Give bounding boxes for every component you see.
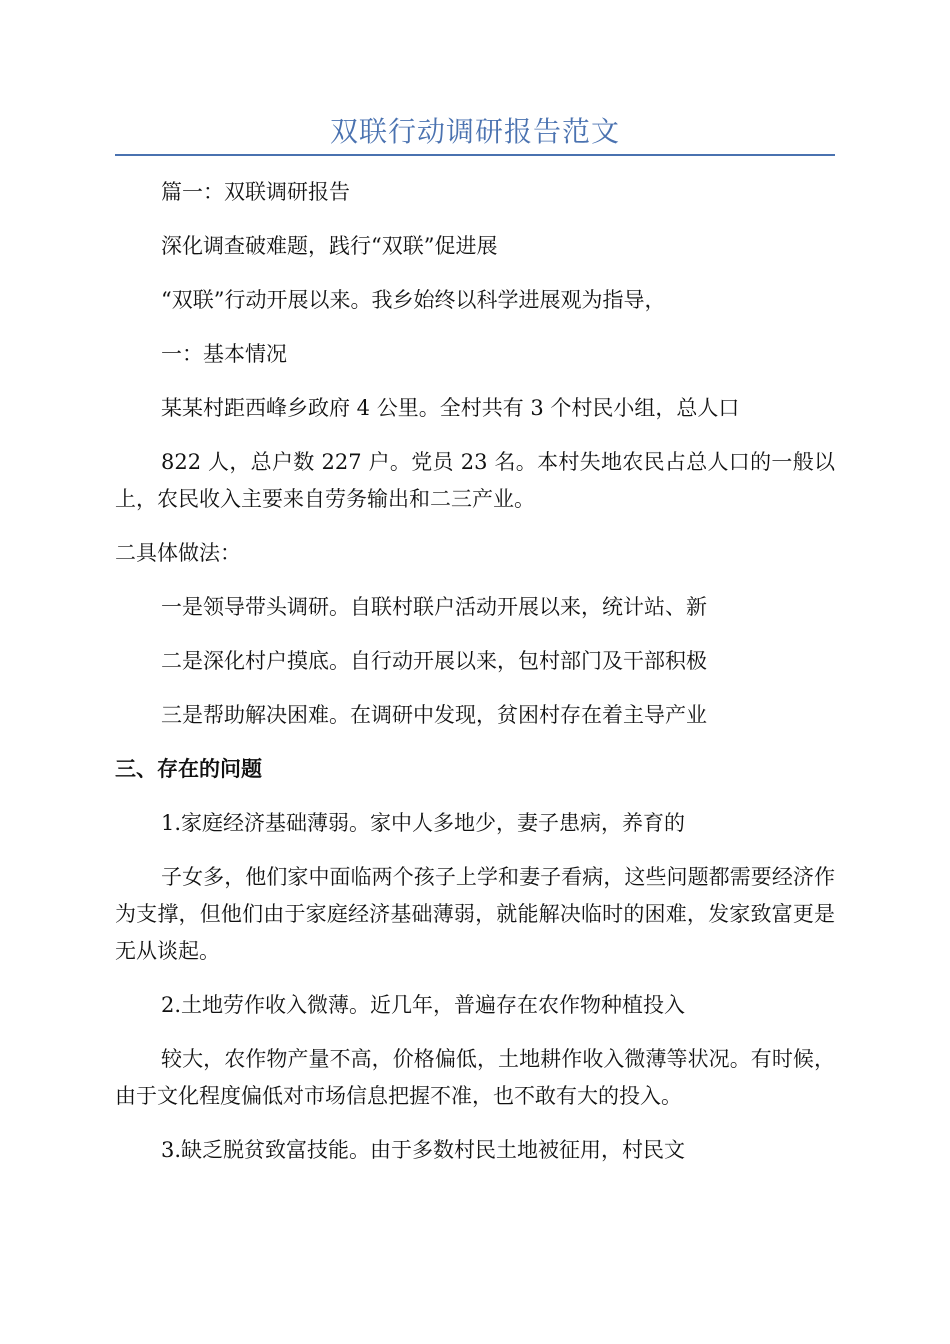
intro-paragraph: “双联”行动开展以来。我乡始终以科学进展观为指导，: [161, 288, 666, 312]
document-body: [115, 174, 835, 1169]
paragraph: 822 人，总户数 227 户。党员 23 名。本村失地农民占总人口的一般以上，农民收入主要来自劳务输出和二三产业。: [115, 450, 835, 511]
paragraph: 较大，农作物产量不高，价格偏低，土地耕作收入微薄等状况。有时候，由于文化程度偏低对市场信息把握不准，也不敢有大的投入。: [115, 1047, 835, 1108]
heading-specific-methods: 二具体做法：: [115, 541, 241, 565]
paragraph: 2.土地劳作收入微薄。近几年，普遍存在农作物种植投入: [161, 993, 686, 1017]
paragraph: 3.缺乏脱贫致富技能。由于多数村民土地被征用，村民文: [161, 1138, 686, 1162]
document-title: 双联行动调研报告范文: [329, 115, 620, 148]
paragraph: 一是领导带头调研。自联村联户活动开展以来，统计站、新: [161, 595, 707, 619]
title-underline: [115, 154, 835, 156]
subtitle: 深化调查破难题，践行“双联”促进展: [161, 234, 498, 258]
paragraph: 某某村距西峰乡政府 4 公里。全村共有 3 个村民小组，总人口: [161, 396, 740, 420]
paragraph: 1.家庭经济基础薄弱。家中人多地少，妻子患病，养育的: [161, 811, 686, 835]
paragraph: 三是帮助解决困难。在调研中发现，贫困村存在着主导产业: [161, 703, 707, 727]
section-label: 篇一：双联调研报告: [161, 180, 350, 204]
paragraph: 二是深化村户摸底。自行动开展以来，包村部门及干部积极: [161, 649, 707, 673]
paragraph: 子女多，他们家中面临两个孩子上学和妻子看病，这些问题都需要经济作为支撑，但他们由于家庭经济基础薄弱，就能解决临时的困难，发家致富更是无从谈起。: [115, 865, 835, 963]
heading-basic-situation: 一：基本情况: [161, 342, 287, 366]
heading-existing-problems: 三、存在的问题: [115, 757, 262, 781]
